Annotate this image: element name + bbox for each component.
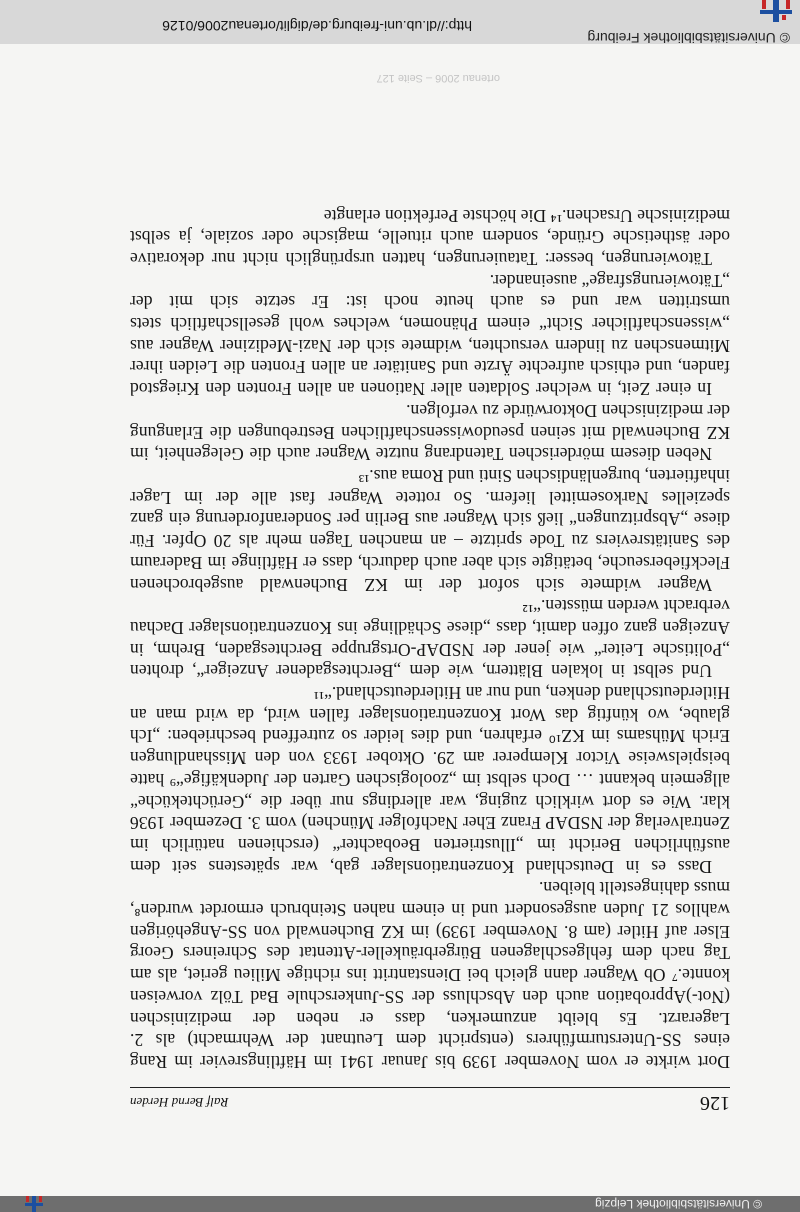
paragraph: Dass es in Deutschland Konzentrationslager gab, war spätestens seit dem ausführlichen Bericht im „Illustrierten Beobachter“ (erschienen natürlich im Zentralverlag der NSDAP Franz Eher Nachfolger München) vom 3. Dezember 1936 klar. Wie es dort wirklich zuging, war allerdings nur über die „Gerüchteküche“ allgemein bekannt … Doch selbst im „zoologischen Garten der Judenkäfige“⁹ hatte beispielsweise Victor Klemperer am 29. Oktober 1933 von den Misshandlungen Erich Mühsams im KZ¹⁰ erfahren, und dies leider so zutreffend beschrieben: „Ich glaube, wo künftig das Wort Konzentrationslager fallen wird, da wird man an Hitlerdeutschland denken, und nur an Hitlerdeutschland.“¹¹: [130, 683, 730, 877]
top-strip-text: © Universitätsbibliothek Leipzig: [595, 1197, 762, 1211]
paragraph: Dort wirkte er vom November 1939 bis Januar 1941 im Häftlingsrevier im Rang eines SS-Untersturmführers (entspricht dem Leutnant der Wehrmacht) als 2. Lagerarzt. Es bleibt anzumerken, dass er neben der medizinischen (Not-)Approbation auch den Abschluss der SS-Junkerschule Bad Tölz vorweisen konnte.⁷ Ob Wagner dann gleich bei Dienstantritt ins richtige Milieu geriet, als am Tag nach dem fehlgeschlagenen Bürgerbräukeller-Attentat des Schreiners Georg Elser auf Hitler (am 8. November 1939) im KZ Buchenwald von SS-Angehörigen wahllos 21 Juden ausgesondert und in einem nahen Steinbruch ermordet wurden⁸, muss dahingestellt bleiben.: [130, 878, 730, 1072]
page-number: 126: [700, 1092, 730, 1114]
paragraph: Tätowierungen, besser: Tatauierungen, hatten ursprünglich nicht nur dekorative oder ästhetische Gründe, sondern auch rituelle, magische oder soziale, ja selbst medizinische Ursachen.¹⁴ Die höchste Perfektion erlangte: [130, 205, 730, 269]
top-strip: [0, 1196, 800, 1212]
running-head-author: Ralf Bernd Herden: [130, 1095, 229, 1110]
paragraph: Wagner widmete sich sofort der im KZ Buchenwald ausgebrochenen Fleckfieberseuche, betätigte sich aber auch dadurch, dass er Häftlinge im Baderaum des Sanitätsreviers zu Tode spritzte – an manchen Tagen mehr als 20 Opfer. Für diese „Abspritzungen“ ließ sich Wagner aus Berlin per Sonderanforderung ein ganz spezielles Narkosemittel liefern. So rottete Wagner fast alle der im Lager inhaftierten, burgenländischen Sinti und Roma aus.¹³: [130, 466, 730, 595]
page-url[interactable]: http://dl.ub.uni-freiburg.de/diglit/ortenau2006/0126: [162, 18, 472, 34]
library-credit: © Universitätsbibliothek Freiburg: [587, 30, 790, 46]
library-logo-icon: [23, 1196, 45, 1212]
body-text: [130, 204, 730, 1072]
footer-bar: [0, 0, 800, 44]
bleed-through-text: ortenau 2006 – Seite 127: [376, 72, 500, 84]
paragraph: In einer Zeit, in welcher Soldaten aller Nationen an allen Fronten den Kriegstod fanden, und ethisch aufrechte Ärzte und Sanitäter an allen Fronten die Leiden ihrer Mitmenschen zu lindern versuchten, widmete sich der Nazi-Mediziner Wagner aus „wissenschaftlicher Sicht“ einem Phänomen, welches wohl gesellschaftlich stets umstritten war und es auch heute noch ist: Er setzte sich mit der „Tätowierungsfrage“ auseinander.: [130, 270, 730, 400]
university-logo-icon: [756, 0, 796, 22]
paragraph: Neben diesem mörderischen Tatendrang nutzte Wagner auch die Gelegenheit, im KZ Buchenwald mit seinen pseudowissenschaftlichen Bestrebungen die Erlangung der medizinischen Doktorwürde zu verfolgen.: [130, 400, 730, 465]
paragraph: Und selbst in lokalen Blättern, wie dem „Berchtesgadener Anzeiger“, drohten „Politische Leiter“ wie jener der NSDAP-Ortsgruppe Berchtesgaden, Brehm, in Anzeigen ganz offen damit, dass „diese Schädlinge ins Konzentrationslager Dachau verbracht werden müssten.“¹²: [130, 596, 730, 682]
page-header: [130, 1087, 730, 1112]
